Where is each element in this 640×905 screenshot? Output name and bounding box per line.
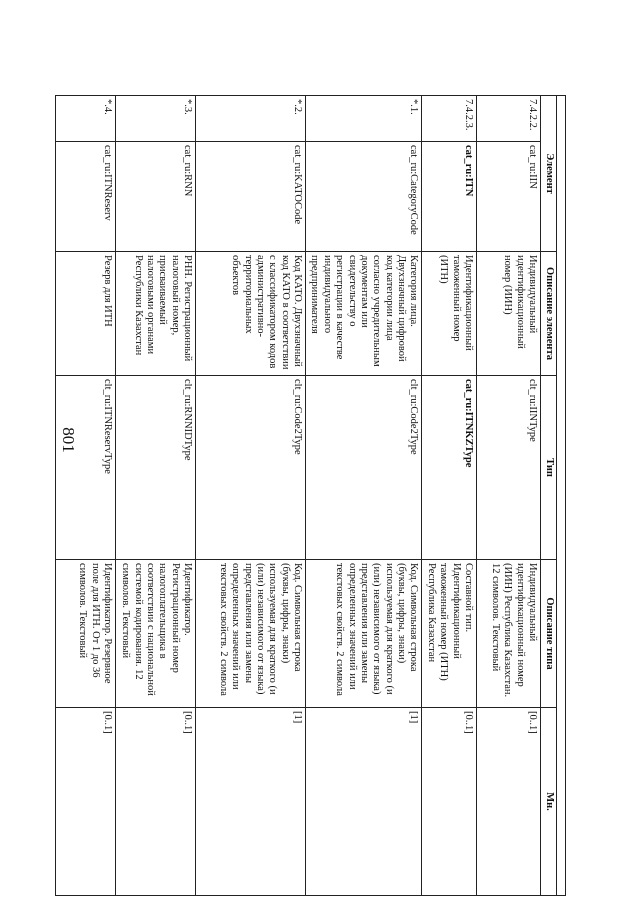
row-number: *.2. (196, 96, 306, 142)
row-element: cat_ru:IIN (477, 142, 541, 252)
table-row (422, 96, 477, 896)
row-element: cat_ru:KATOCode (196, 142, 306, 252)
row-number: 7.4.2.3. (422, 96, 477, 142)
row-type-description: Идентификатор. Резервное поле для ИТН. От 1 до 36 символов. Текстовый (56, 560, 116, 708)
row-type-description: Индивидуальный идентификационный номер (ИИН) Республика Казахстан. 12 символов. Текстовый (477, 560, 541, 708)
table-row (56, 96, 116, 896)
row-element: cat_ru:ITN (422, 142, 477, 252)
row-type: clt_ru:ITNReservType (56, 376, 116, 560)
header-row (541, 96, 557, 896)
row-number: 7.4.2.2. (477, 96, 541, 142)
elements-table (55, 95, 566, 896)
table-row (306, 96, 422, 896)
header-type: Тип (541, 376, 557, 560)
row-type: clt_ru:Code2Type (306, 376, 422, 560)
row-type: cat_ru:ITNKZType (422, 376, 477, 560)
header-element: Элемент (541, 96, 557, 252)
row-multiplicity: [0..1] (477, 708, 541, 896)
row-element-description: РНН. Регистрационный налоговый номер, присваиваемый налоговыми органами Республики Казахстан (116, 252, 196, 376)
row-multiplicity: [0..1] (116, 708, 196, 896)
row-element-description: Резерв для ИТН (56, 252, 116, 376)
row-multiplicity: [1] (196, 708, 306, 896)
page-number: 801 (59, 427, 78, 453)
row-multiplicity: [1] (306, 708, 422, 896)
header-multiplicity: Мн. (541, 708, 557, 896)
row-number: *.1. (306, 96, 422, 142)
table-row (196, 96, 306, 896)
header-element-description: Описание элемента (541, 252, 557, 376)
row-element: cat_ru:ITNReserv (56, 142, 116, 252)
row-type-description: Код. Символьная строка (буквы, цифры, знаки) используемая для краткого (и (или) независимого от языка) представления или замены определенных значений или текстовых свойств. 2 символа (196, 560, 306, 708)
header-decoration-row (557, 96, 566, 896)
row-type-description: Код. Символьная строка (буквы, цифры, знаки) используемая для краткого (и (или) независимого от языка) представления или замены определенных значений или текстовых свойств. 2 символа (306, 560, 422, 708)
row-multiplicity: [0..1] (422, 708, 477, 896)
row-type: clt_ru:IINType (477, 376, 541, 560)
row-element: cat_ru:CategoryCode (306, 142, 422, 252)
row-type-description: Идентификатор. Регистрационный номер налогоплательщика в соответствии с национальной системой кодирования. 12 символов. Текстовый (116, 560, 196, 708)
row-element-description: Индивидуальный идентификационный номер (ИИН) (477, 252, 541, 376)
table-row (116, 96, 196, 896)
row-element-description: Идентификационный таможенный номер (ИТН) (422, 252, 477, 376)
row-type: clt_ru:Code2Type (196, 376, 306, 560)
table-row (477, 96, 541, 896)
row-element-description: Код КАТО. Двухзначный код КАТО в соответствии с классификатором кодов административно-территориальных объектов (196, 252, 306, 376)
row-type: clt_ru:RNNIDType (116, 376, 196, 560)
row-type-description: Составной тип. Идентификационный таможенный номер (ИТН) Республика Казахстан (422, 560, 477, 708)
row-element: cat_ru:RNN (116, 142, 196, 252)
table-container (77, 95, 566, 895)
row-number: *.4. (56, 96, 116, 142)
header-type-description: Описание типа (541, 560, 557, 708)
row-multiplicity: [0..1] (56, 708, 116, 896)
row-number: *.3. (116, 96, 196, 142)
row-element-description: Категория лица. Двухзначный цифровой код категории лица согласно учредительным документам или свидетельству о регистрации в качестве индивидуального предпринимателя (306, 252, 422, 376)
